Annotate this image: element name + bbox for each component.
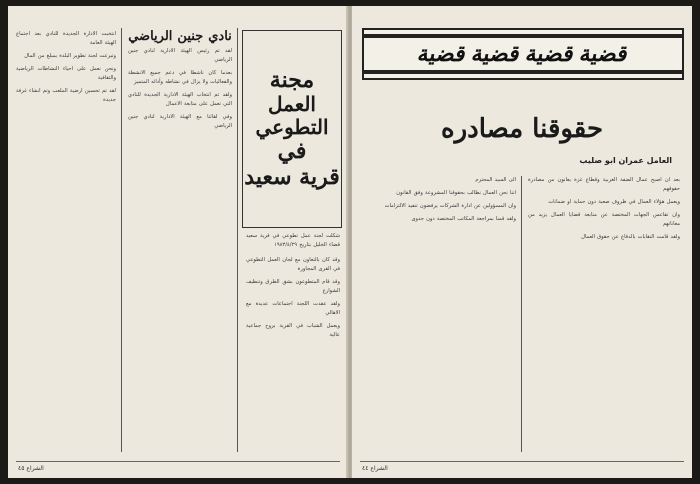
column-rule	[521, 176, 522, 452]
paragraph: ولقد تم انتخاب الهيئة الادارية الجديدة للنادي التي تعمل على متابعة الاعمال	[128, 92, 232, 107]
left-col-right	[246, 256, 340, 450]
paragraph: ويعمل الشباب في القرية بروح جماعية عالية	[246, 323, 340, 338]
paragraph: ونحن نعمل على احياء النشاطات الرياضية والثقافية	[16, 66, 116, 81]
left-col-middle	[128, 30, 232, 450]
paragraph: اننا نحن العمال نطالب بحقوقنا المشروعة وفق القانون	[396, 190, 516, 196]
paragraph: ولقد عقدت اللجنة اجتماعات عديدة مع الاهالي	[246, 301, 340, 316]
paragraph: وتبرعت لجنة تطوير البلدة بمبلغ من المال	[24, 53, 116, 59]
box-title-line2: العمل التطوعي	[255, 92, 329, 140]
paragraph: بعد ان اصبح عمال الضفة الغربية وقطاع غزة يعانون من مصادرة حقوقهم	[528, 177, 680, 192]
banner-word: قضية	[415, 41, 469, 67]
paragraph: ولقد قمنا بمراجعة المكاتب المختصة دون جدوى	[411, 216, 516, 222]
banner-word: قضية	[577, 41, 631, 67]
issue-banner	[362, 28, 684, 80]
footer-rule	[360, 461, 684, 462]
box-title-line4: قرية سعيد	[244, 163, 340, 190]
banner-word: قضية	[523, 41, 577, 67]
right-col-left	[366, 176, 516, 450]
column-heading: نادي جنين الرياضي	[128, 30, 232, 44]
page-number: الشراع ٤٥	[18, 465, 44, 472]
banner-stripe	[364, 34, 682, 38]
article-byline: العامل عمران ابو صليب	[579, 156, 672, 165]
volunteer-work-title-box	[242, 30, 342, 228]
banner-word: قضية	[469, 41, 523, 67]
paragraph: بعدما كان ناشطا في دعم جميع الانشطة والفعاليات ولا يزال في نشاطه وأدائه المتميز	[128, 70, 232, 85]
paragraph: وفي لقائنا مع الهيئة الادارية لنادي جنين الرياضي	[128, 114, 232, 129]
paragraph: وان المسؤولين عن ادارة الشركات يرفضون تنفيذ الالتزامات	[384, 203, 516, 209]
left-page	[8, 6, 348, 478]
right-page	[352, 6, 692, 478]
page-number: الشراع ٤٤	[362, 465, 388, 472]
paragraph: وقد كان بالتعاون مع لجان العمل التطوعي في القرى المجاورة	[246, 257, 340, 272]
paragraph: ولقد قامت النقابات بالدفاع عن حقوق العمال	[581, 234, 680, 240]
column-rule	[237, 28, 238, 452]
footer-rule	[16, 461, 340, 462]
paragraph: وان تقاعس الجهات المختصة عن متابعة قضايا العمال يزيد من معاناتهم	[528, 212, 680, 227]
right-col-right	[528, 176, 680, 450]
paragraph: انتخبت الادارة الجديدة للنادي بعد اجتماع الهيئة العامة	[16, 31, 116, 46]
paragraph: لقد تم تحسين ارضية الملعب وتم انشاء غرفة جديدة	[16, 88, 116, 103]
paragraph: الى السيد المحترم	[475, 177, 516, 183]
magazine-spread	[8, 6, 692, 478]
article-headline: حقوقنا مصادره	[440, 114, 604, 144]
box-title-line3: في	[277, 138, 307, 165]
box-intro: شكلت لجنة عمل تطوعي في قرية سعيد قضاء الخليل بتاريخ ١٩٨٣/٤/٢٩	[246, 233, 340, 248]
paragraph: لقد تم رئيس الهيئة الادارية لنادي جنين الرياضي	[128, 48, 232, 63]
paragraph: وقد قام المتطوعون بشق الطرق وتنظيف الشوارع	[246, 279, 340, 294]
left-col-left	[16, 30, 116, 450]
column-rule	[121, 28, 122, 452]
banner-stripe	[364, 70, 682, 74]
paragraph: ويعمل هؤلاء العمال في ظروف صعبة دون حماية او ضمانات	[548, 199, 680, 205]
box-title-line1: مجنة	[269, 67, 315, 94]
